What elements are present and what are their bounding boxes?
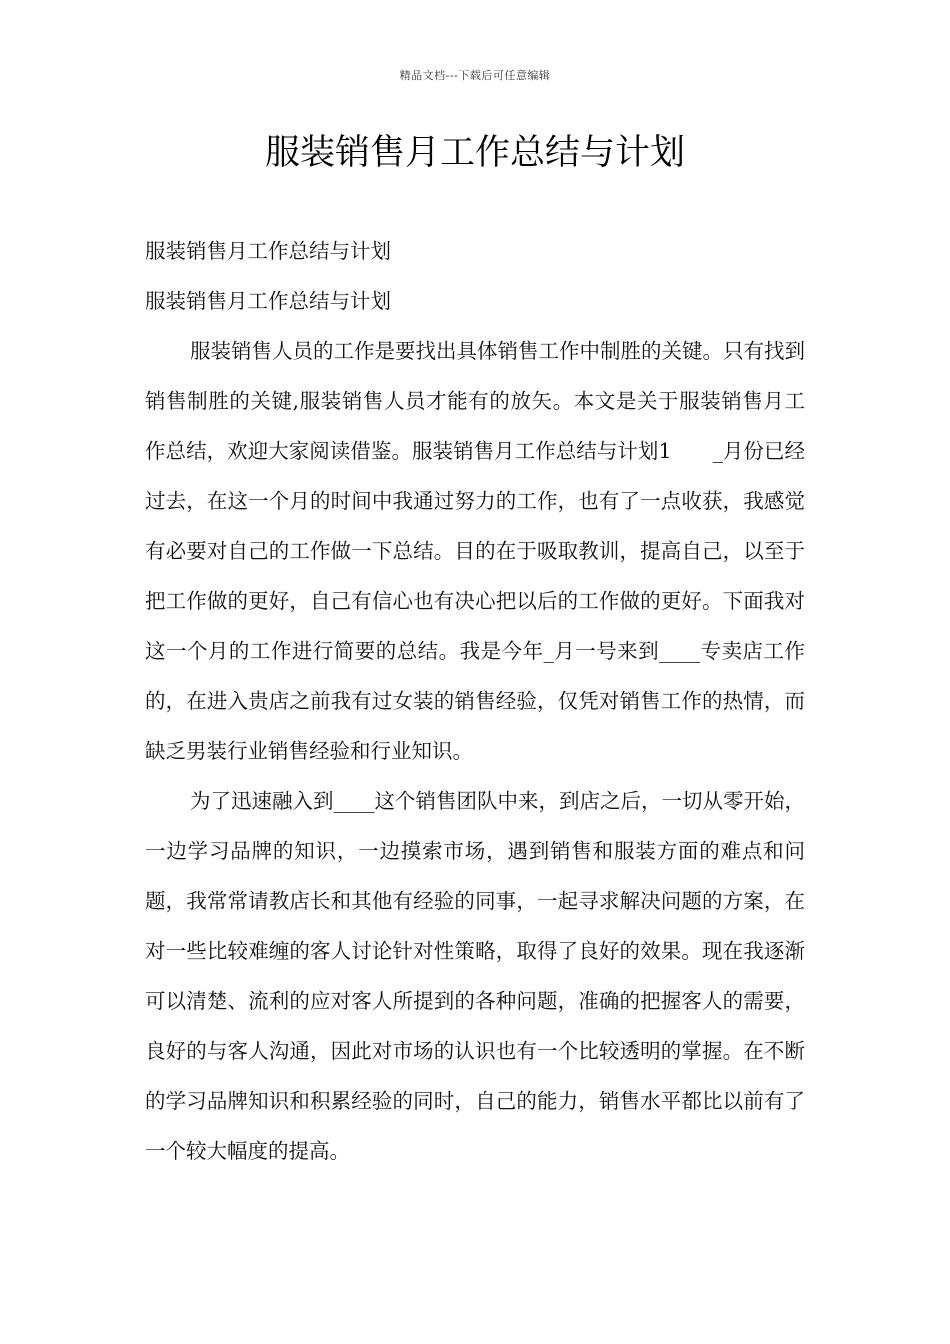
subtitle-line-1: 服装销售月工作总结与计划 [145, 239, 391, 263]
document-title: 服装销售月工作总结与计划 [264, 133, 685, 173]
paragraph-2: 为了迅速融入到____这个销售团队中来，到店之后，一切从零开始，一边学习品牌的知识，一边摸索市场，遇到销售和服装方面的难点和问题，我常常请教店长和其他有经验的同事，一起寻求解决问题的方案，在对一些比较难缠的客人讨论针对性策略，取得了良好的效果。现在我逐渐可以清楚、流利的应对客人所提到的各种问题，准确的把握客人的需要，良好的与客人沟通，因此对市场的认识也有一个比较透明的掌握。在不断的学习品牌知识和积累经验的同时，自己的能力，销售水平都比以前有了一个较大幅度的提高。 [145, 789, 805, 1163]
subtitle-line-2: 服装销售月工作总结与计划 [145, 289, 391, 313]
header-note: 精品文档---下载后可任意编辑 [399, 69, 551, 82]
document-body [145, 226, 805, 1176]
paragraph-1: 服装销售人员的工作是要找出具体销售工作中制胜的关键。只有找到销售制胜的关键,服装销售人员才能有的放矢。本文是关于服装销售月工作总结，欢迎大家阅读借鉴。服装销售月工作总结与计划1 _月份已经过去，在这一个月的时间中我通过努力的工作，也有了一点收获，我感觉有必要对自己的工作做一下总结。目的在于吸取教训，提高自己，以至于把工作做的更好，自己有信心也有决心把以后的工作做的更好。下面我对这一个月的工作进行简要的总结。我是今年_月一号来到____专卖店工作的，在进入贵店之前我有过女装的销售经验，仅凭对销售工作的热情，而缺乏男装行业销售经验和行业知识。 [145, 339, 805, 763]
